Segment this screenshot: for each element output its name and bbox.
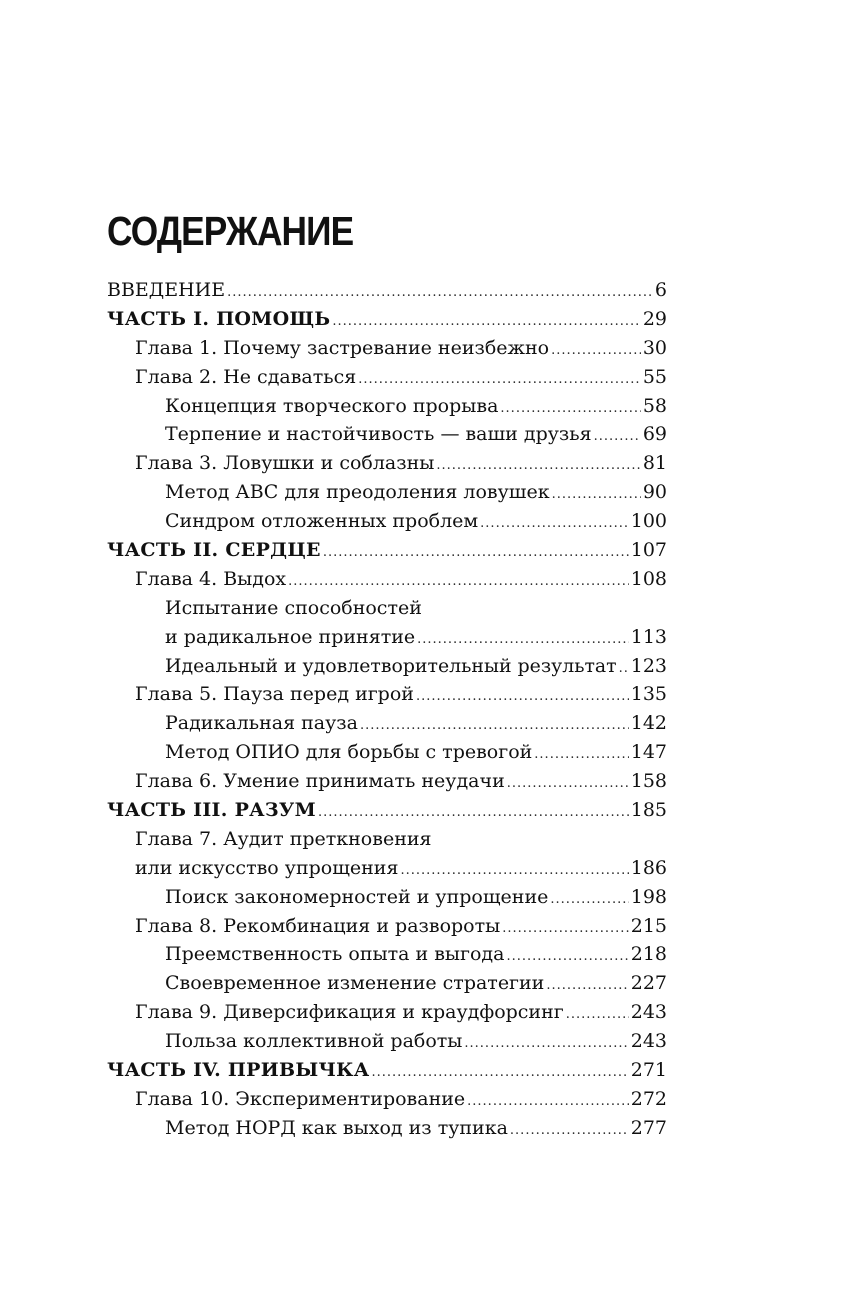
toc-entry-label: Поиск закономерностей и упрощение [165,885,549,908]
toc-entry-section[interactable] [107,1114,667,1143]
toc-entry-label: ЧАСТЬ IV. ПРИВЫЧКА [107,1059,370,1082]
toc-entry-section[interactable] [107,940,667,969]
dot-leader [332,308,640,337]
toc-page-number: 277 [630,1116,667,1139]
toc-entry-label: Своевременное изменение стратегии [165,972,545,995]
toc-entry-label: Метод НОРД как выход из тупика [165,1116,508,1139]
dot-leader [506,943,628,972]
toc-page-number: 186 [630,856,667,879]
dot-leader [227,279,653,308]
toc-entry-chapter-3[interactable] [107,449,667,478]
toc-entry-chapter-7-continued[interactable] [107,854,667,883]
toc-entry-label: Преемственность опыта и выгода [165,943,505,966]
toc-page-number: 218 [630,943,667,966]
toc-entry-section[interactable] [107,652,667,681]
toc-entry-label: и радикальное принятие [165,625,416,648]
toc-page-number: 58 [642,394,667,417]
dot-leader [619,655,629,684]
toc-entry-chapter-10[interactable] [107,1085,667,1114]
toc-page-number: 142 [630,712,667,735]
toc-entry-label: Испытание способностей [165,596,422,619]
dot-leader [372,1059,629,1088]
toc-entry-label: Глава 8. Рекомбинация и развороты [135,914,501,937]
toc-entry-label: Глава 9. Диверсификация и краудфорсинг [135,1001,564,1024]
dot-leader [436,452,640,481]
dot-leader [507,770,629,799]
toc-entry-part-1[interactable] [107,305,667,334]
dot-leader [552,481,641,510]
toc-entry-chapter-1[interactable] [107,334,667,363]
toc-entry-part-2[interactable] [107,536,667,565]
toc-page-number: 227 [630,972,667,995]
toc-page-number: 100 [630,510,667,533]
toc-entry-label: Глава 7. Аудит преткновения [135,827,432,850]
toc-page-number: 81 [642,452,667,475]
toc-page-number: 271 [630,1059,667,1082]
dot-leader [358,366,641,395]
table-of-contents [107,276,667,1143]
toc-entry-section[interactable] [107,478,667,507]
dot-leader [416,683,629,712]
toc-page-number: 108 [630,567,667,590]
toc-entry-section[interactable] [107,594,667,623]
toc-entry-label: Концепция творческого прорыва [165,394,499,417]
toc-entry-label: Глава 4. Выдох [135,567,287,590]
dot-leader [500,395,640,424]
toc-page-number: 135 [630,683,667,706]
toc-entry-section[interactable] [107,709,667,738]
toc-entry-section[interactable] [107,420,667,449]
toc-page-number: 90 [642,481,667,504]
toc-entry-chapter-9[interactable] [107,998,667,1027]
dot-leader [480,510,629,539]
dot-leader [417,626,629,655]
toc-page-number: 29 [642,307,667,330]
toc-entry-section[interactable] [107,623,667,652]
toc-entry-chapter-7[interactable] [107,825,667,854]
dot-leader [510,1117,629,1146]
dot-leader [318,799,629,828]
toc-entry-label: ВВЕДЕНИЕ [107,279,226,301]
toc-entry-label: или искусство упрощения [135,856,399,879]
toc-entry-section[interactable] [107,738,667,767]
toc-entry-chapter-2[interactable] [107,363,667,392]
toc-entry-part-3[interactable] [107,796,667,825]
dot-leader [464,1030,628,1059]
toc-entry-section[interactable] [107,392,667,421]
toc-page-number: 147 [630,741,667,764]
toc-entry-section[interactable] [107,507,667,536]
page-title: СОДЕРЖАНИЕ [107,208,354,254]
toc-entry-label: Глава 1. Почему застревание неизбежно [135,336,550,359]
toc-entry-label: ЧАСТЬ II. СЕРДЦЕ [107,539,321,562]
toc-page-number: 113 [630,625,667,648]
toc-entry-label: Метод АВС для преодоления ловушек [165,481,550,504]
dot-leader [566,1001,629,1030]
dot-leader [288,568,629,597]
dot-leader [550,886,628,915]
toc-entry-section[interactable] [107,1027,667,1056]
toc-page-number: 55 [642,365,667,388]
toc-entry-label: Польза коллективной работы [165,1030,463,1053]
toc-page-number: 185 [630,799,667,822]
toc-page-number: 158 [630,770,667,793]
toc-entry-chapter-5[interactable] [107,680,667,709]
dot-leader [551,337,641,366]
toc-entry-label: ЧАСТЬ I. ПОМОЩЬ [107,307,331,330]
toc-entry-part-4[interactable] [107,1056,667,1085]
toc-entry-label: Глава 6. Умение принимать неудачи [135,770,505,793]
toc-entry-label: Терпение и настойчивость — ваши друзья [165,423,592,446]
dot-leader [323,539,629,568]
toc-entry-label: Глава 3. Ловушки и соблазны [135,452,435,475]
toc-page-number: 69 [642,423,667,446]
dot-leader [546,972,628,1001]
toc-entry-label: ЧАСТЬ III. РАЗУМ [107,799,316,822]
dot-leader [534,741,628,770]
dot-leader [400,857,628,886]
toc-entry-chapter-6[interactable] [107,767,667,796]
toc-page-number: 243 [630,1001,667,1024]
dot-leader [467,1088,629,1117]
toc-entry-section[interactable] [107,883,667,912]
toc-entry-label: Глава 2. Не сдаваться [135,365,357,388]
toc-page-number: 107 [630,539,667,562]
toc-entry-chapter-8[interactable] [107,912,667,941]
toc-page-number: 123 [630,654,667,677]
toc-entry-introduction[interactable] [107,276,667,305]
toc-entry-label: Идеальный и удовлетворительный результат [165,654,617,677]
toc-page-number: 272 [630,1087,667,1110]
toc-entry-label: Метод ОПИО для борьбы с тревогой [165,741,533,764]
dot-leader [502,915,628,944]
toc-page-number: 6 [654,279,667,301]
toc-page-number: 198 [630,885,667,908]
dot-leader [594,423,641,452]
toc-page-number: 30 [642,336,667,359]
toc-entry-label: Глава 10. Экспериментирование [135,1087,466,1110]
dot-leader [360,712,629,741]
toc-entry-chapter-4[interactable] [107,565,667,594]
toc-entry-label: Синдром отложенных проблем [165,510,479,533]
toc-page-number: 215 [630,914,667,937]
toc-page-number: 243 [630,1030,667,1053]
toc-entry-section[interactable] [107,969,667,998]
toc-entry-label: Глава 5. Пауза перед игрой [135,683,414,706]
toc-entry-label: Радикальная пауза [165,712,358,735]
